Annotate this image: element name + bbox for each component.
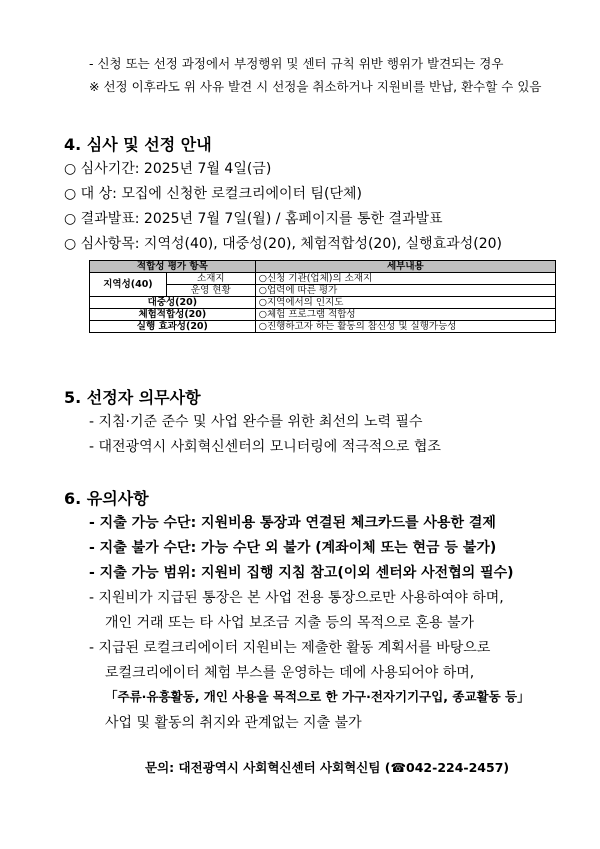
caution-item-5-line-4: 사업 및 활동의 취지와 관계없는 지출 불가 [105,715,362,731]
caution-item-5-line-1: - 지급된 로컬크리에이터 지원비는 제출한 활동 계획서를 바탕으로 [89,640,491,656]
section-4-heading: 4. 심사 및 선정 안내 [64,135,212,154]
table-sub-label: 운영 현황 [166,285,255,297]
caution-item-5-line-2: 로컬크리에이터 체험 부스를 운영하는 데에 사용되어야 하며, [105,665,475,681]
table-row [90,273,556,285]
top-notice-line-2: ※ 선정 이후라도 위 사유 발견 시 선정을 취소하거나 지원비를 반납, 환수할 수 있음 [89,79,542,94]
target-item: ○ 대 상: 모집에 신청한 로컬크리에이터 팀(단체) [64,186,362,202]
caution-item-4-line-1: - 지원비가 지급된 통장은 본 사업 전용 통장으로만 사용하여야 하며, [89,590,504,606]
table-detail: ○업력에 따른 평가 [255,285,555,297]
region-criteria-label: 지역성(40) [90,273,167,297]
table-detail: ○체험 프로그램 적합성 [255,309,555,321]
table-criteria-label: 실행 효과성(20) [90,321,256,333]
review-criteria-item: ○ 심사항목: 지역성(40), 대중성(20), 체험적합성(20), 실행효과성(20) [64,236,502,252]
table-header-row [90,261,556,273]
section-5-heading: 5. 선정자 의무사항 [64,388,201,407]
caution-item-3: - 지출 가능 범위: 지원비 집행 지침 참고(이외 센터와 사전협의 필수) [89,565,514,581]
obligation-item-2: - 대전광역시 사회혁신센터의 모니터링에 적극적으로 협조 [89,439,441,455]
table-row [90,297,556,309]
evaluation-criteria-table [89,260,556,333]
table-row [90,309,556,321]
contact-footer: 문의: 대전광역시 사회혁신센터 사회혁신팀 (☎042-224-2457) [145,760,510,775]
table-criteria-label: 대중성(20) [90,297,256,309]
table-header-details: 세부내용 [255,261,555,273]
result-announcement-item: ○ 결과발표: 2025년 7월 7일(월) / 홈페이지를 통한 결과발표 [64,211,443,227]
caution-item-2: - 지출 불가 수단: 가능 수단 외 불가 (계좌이체 또는 현금 등 불가) [89,540,497,556]
table-detail: ○신청 기관(업체)의 소재지 [255,273,555,285]
review-period-item: ○ 심사기간: 2025년 7월 4일(금) [64,161,272,177]
caution-item-5-line-3: 「주류·유흥활동, 개인 사용을 목적으로 한 가구·전자기기구입, 종교활동 등」 [105,689,530,704]
caution-item-1: - 지출 가능 수단: 지원비용 통장과 연결된 체크카드를 사용한 결제 [89,515,496,531]
table-criteria-label: 체험적합성(20) [90,309,256,321]
table-row [90,321,556,333]
caution-item-4-line-2: 개인 거래 또는 타 사업 보조금 지출 등의 목적으로 혼용 불가 [105,615,475,631]
section-6-heading: 6. 유의사항 [64,489,149,508]
table-sub-label: 소재지 [166,273,255,285]
table-detail: ○진행하고자 하는 활동의 참신성 및 실행가능성 [255,321,555,333]
top-notice-line-1: - 신청 또는 선정 과정에서 부정행위 및 센터 규칙 위반 행위가 발견되는 경우 [89,56,504,71]
table-header-criteria: 적합성 평가 항목 [90,261,256,273]
table-detail: ○지역에서의 인지도 [255,297,555,309]
obligation-item-1: - 지침·기준 준수 및 사업 완수를 위한 최선의 노력 필수 [89,414,423,430]
